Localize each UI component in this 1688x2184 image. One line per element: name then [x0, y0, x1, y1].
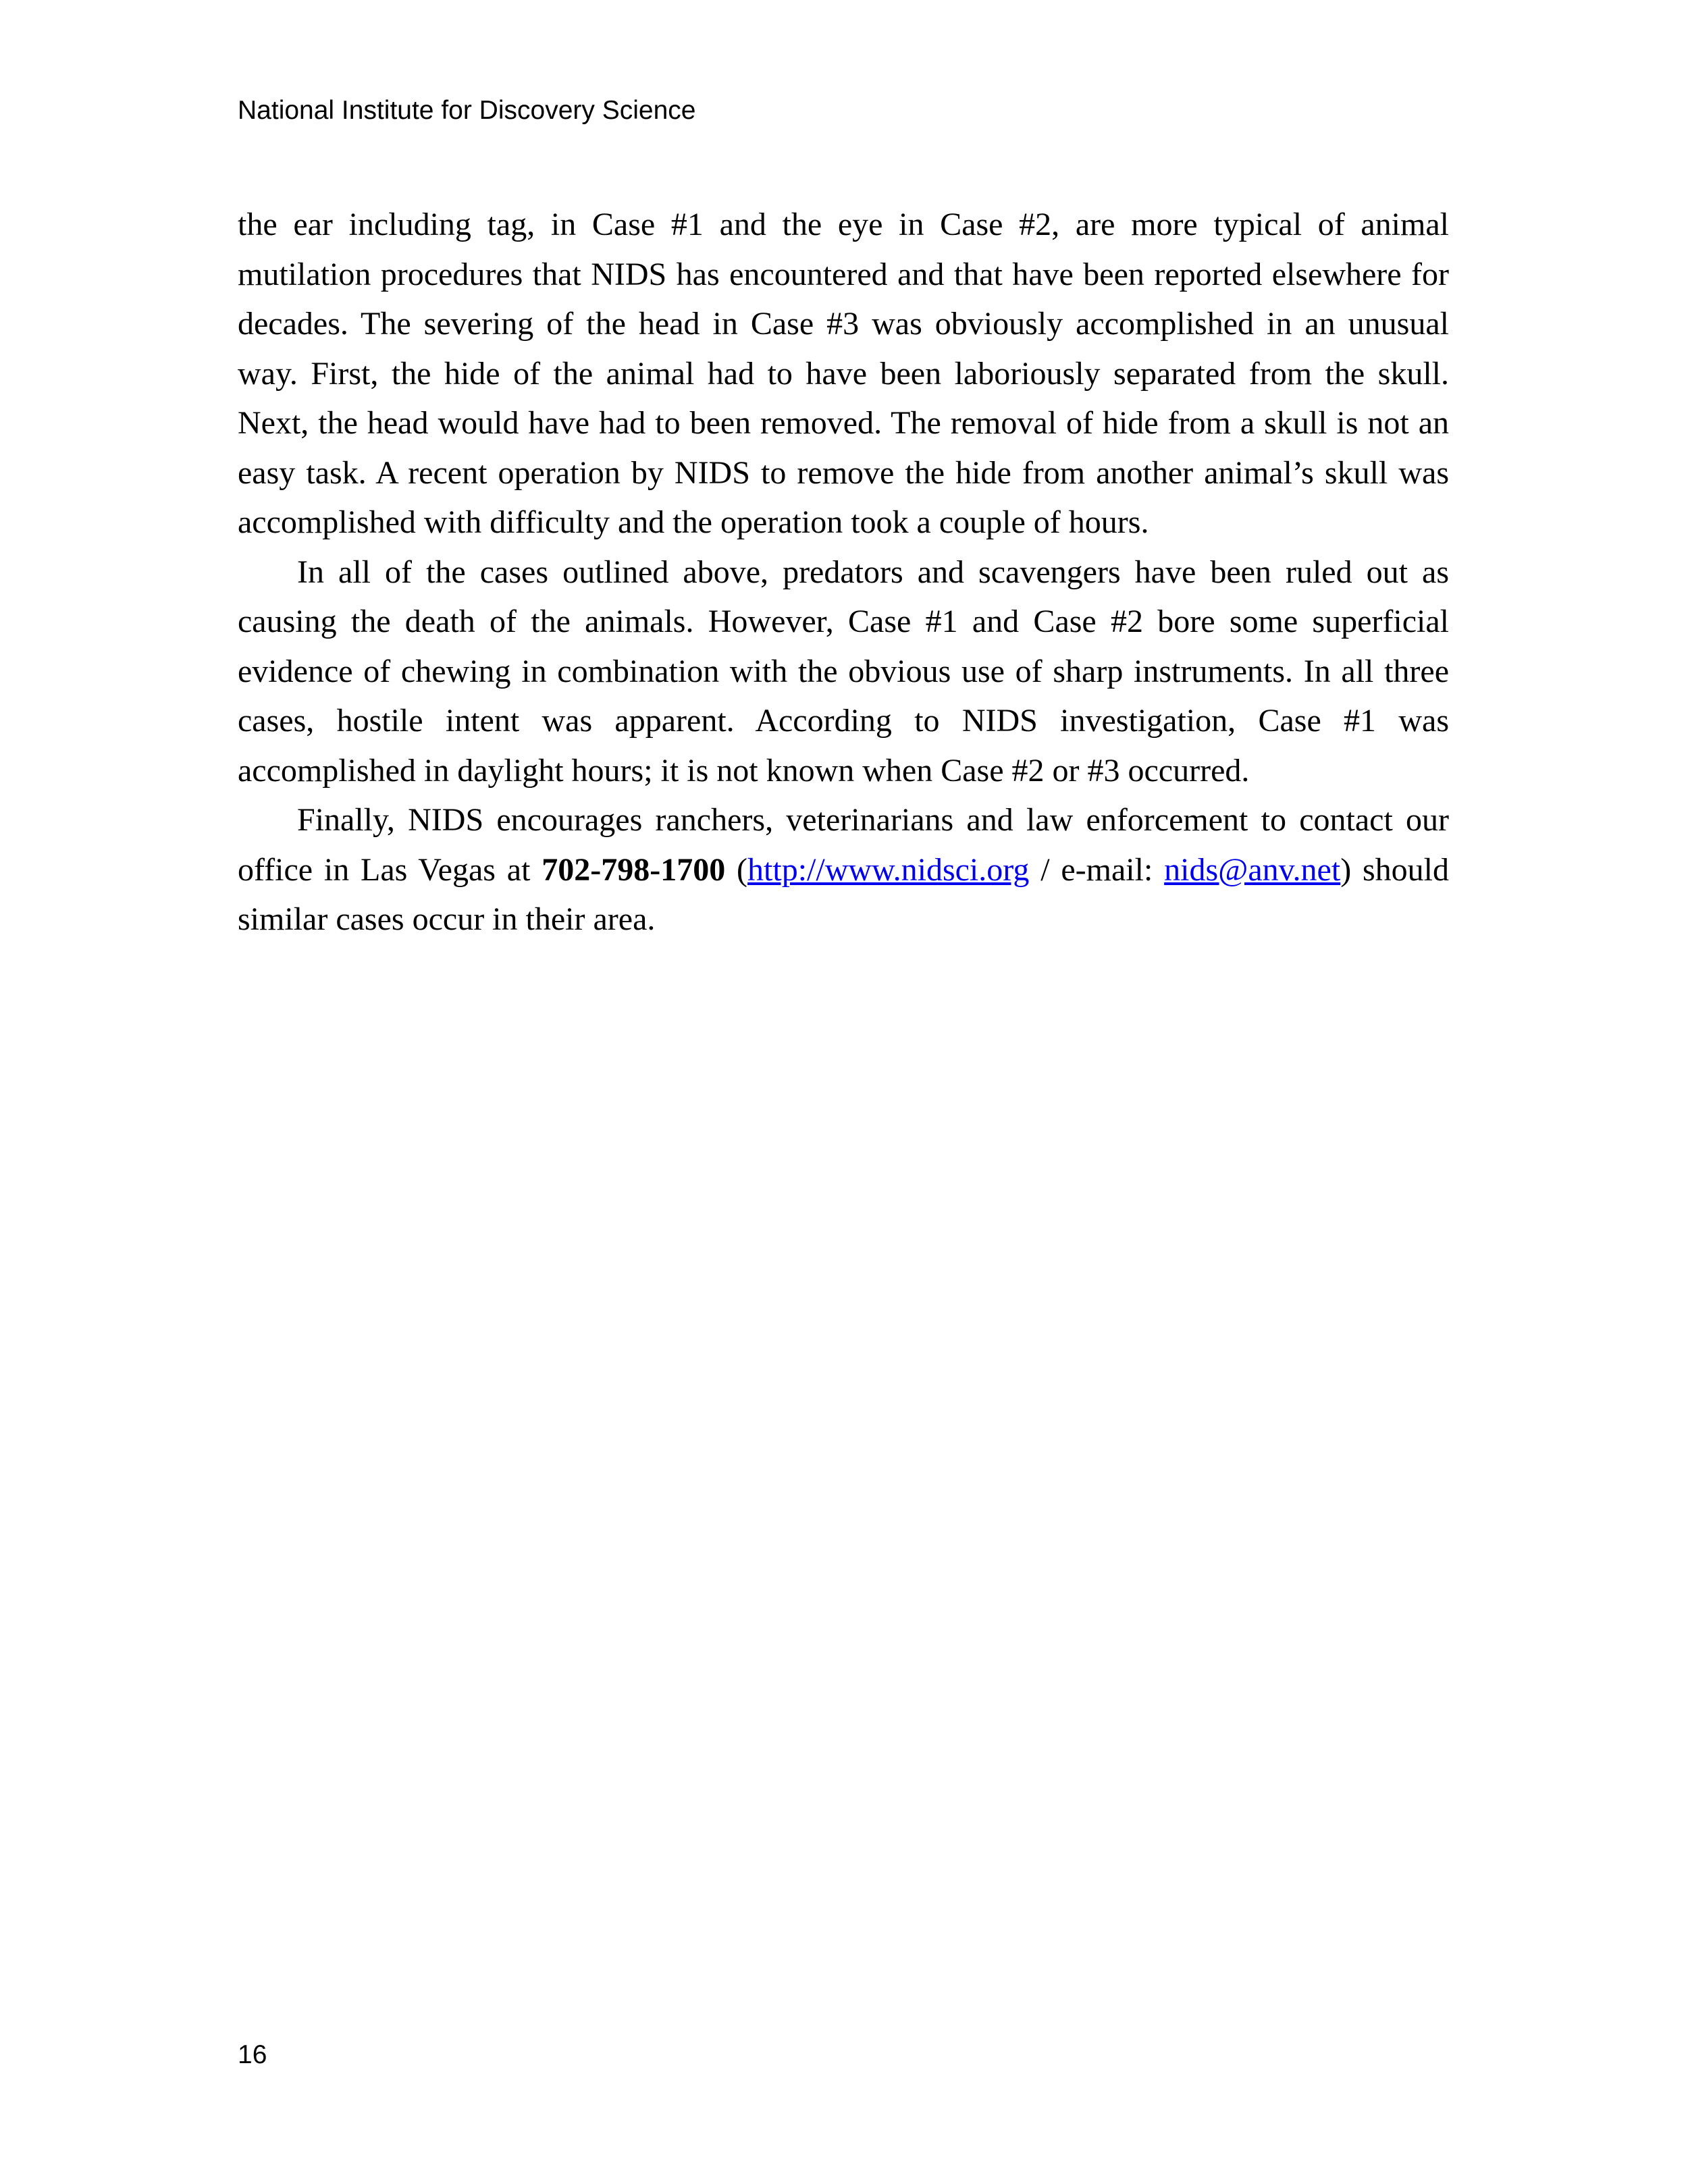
running-header: National Institute for Discovery Science — [238, 96, 696, 125]
paragraph-1: the ear including tag, in Case #1 and the eye in Case #2, are more typical of animal mutilation procedures that NIDS has encountered and that have been reported elsewhere for decades. The severing of the head in Case #3 was obviously accomplished in an unusual way. First, the hide of the animal had to have been laboriously separated from the skull. Next, the head would have had to been removed. The removal of hide from a skull is not an easy task. A recent operation by NIDS to remove the hide from another animal’s skull was accomplished with difficulty and the operation took a couple of hours. — [238, 207, 1449, 540]
paragraph-2: In all of the cases outlined above, predators and scavengers have been ruled out as causing the death of the animals. However, Case #1 and Case #2 bore some superficial evidence of chewing in combination with the obvious use of sharp instruments. In all three cases, hostile intent was apparent. According to NIDS investigation, Case #1 was accomplished in daylight hours; it is not known when Case #2 or #3 occurred. — [238, 554, 1449, 789]
close-paren: ) — [1340, 851, 1352, 888]
contact-closing-text: should similar cases occur in their area. — [238, 851, 1450, 937]
email-link[interactable]: nids@anv.net — [1164, 851, 1341, 888]
contact-intro-text: Finally, NIDS encourages ranchers, veterinarians and law enforcement to contact our office in Las Vegas at — [238, 802, 1449, 888]
phone-number: 702-798-1700 — [542, 851, 726, 888]
document-body — [238, 200, 1449, 944]
website-link[interactable]: http://www.nidsci.org — [747, 851, 1030, 888]
open-paren: ( — [725, 851, 748, 888]
page-number: 16 — [238, 2040, 267, 2069]
paragraph-3 — [238, 795, 1449, 944]
email-label: / e-mail: — [1029, 851, 1165, 888]
